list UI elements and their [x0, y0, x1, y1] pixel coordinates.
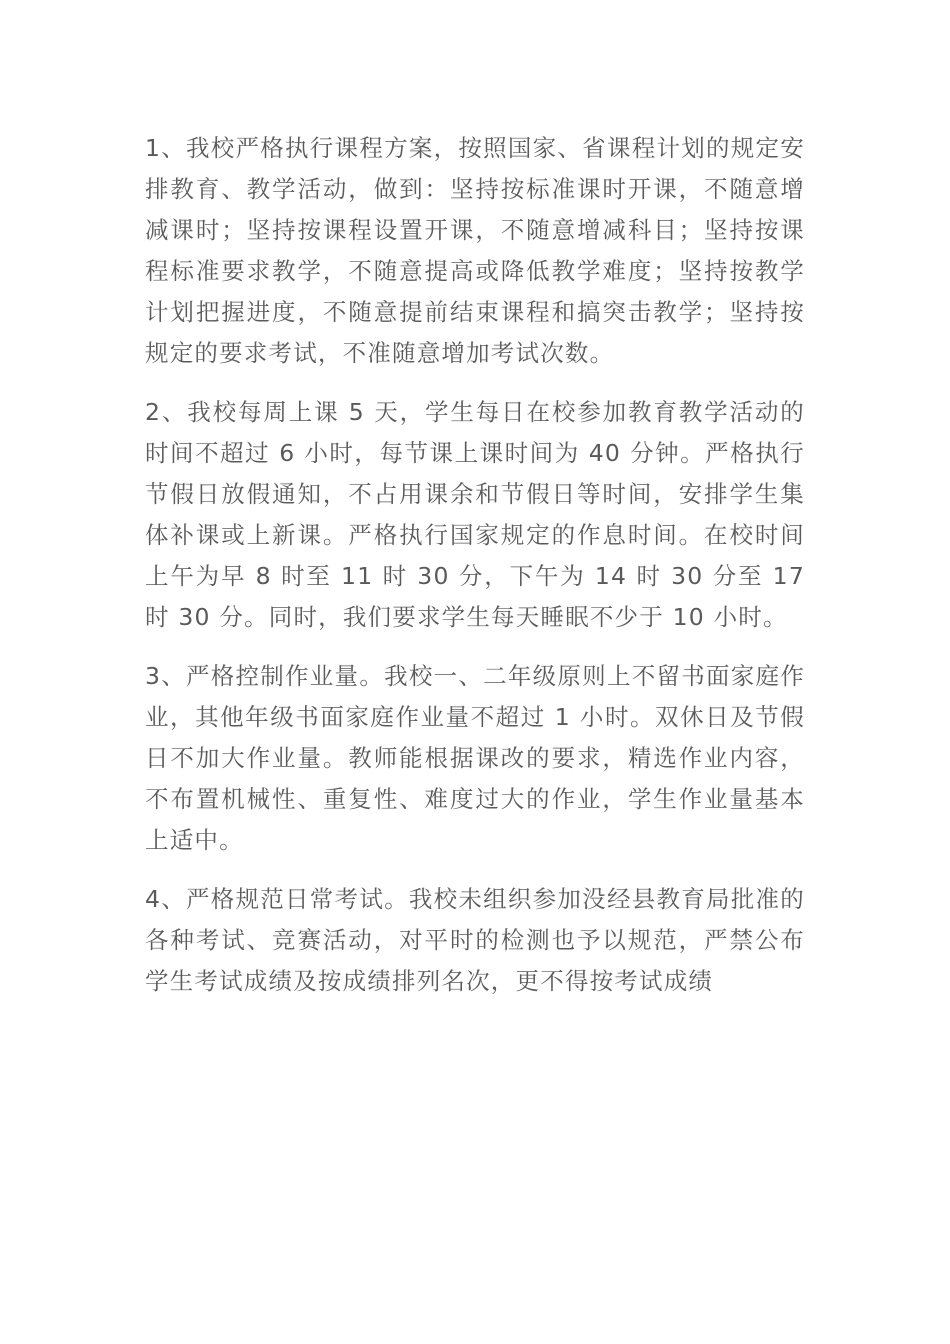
paragraph-2: 2、我校每周上课 5 天，学生每日在校参加教育教学活动的时间不超过 6 小时，每节课上课时间为 40 分钟。严格执行节假日放假通知，不占用课余和节假日等时间，安排学生集体补课或上新课。严格执行国家规定的作息时间。在校时间上午为早 8 时至 11 时 30 分，下午为 14 时 30 分至 17 时 30 分。同时，我们要求学生每天睡眠不少于 10 小时。 [145, 398, 805, 631]
paragraph-1: 1、我校严格执行课程方案，按照国家、省课程计划的规定安排教育、教学活动，做到：坚持按标准课时开课，不随意增减课时；坚持按课程设置开课，不随意增减科目；坚持按课程标准要求教学，不随意提高或降低教学难度；坚持按教学计划把握进度，不随意提前结束课程和搞突击教学；坚持按规定的要求考试，不准随意增加考试次数。 [145, 134, 805, 367]
paragraph-3: 3、严格控制作业量。我校一、二年级原则上不留书面家庭作业，其他年级书面家庭作业量不超过 1 小时。双休日及节假日不加大作业量。教师能根据课改的要求，精选作业内容，不布置机械性、重复性、难度过大的作业，学生作业量基本上适中。 [145, 662, 805, 854]
paragraph-4: 4、严格规范日常考试。我校未组织参加没经县教育局批准的各种考试、竞赛活动，对平时的检测也予以规范，严禁公布学生考试成绩及按成绩排列名次，更不得按考试成绩 [145, 885, 805, 995]
document-body [145, 128, 805, 1020]
